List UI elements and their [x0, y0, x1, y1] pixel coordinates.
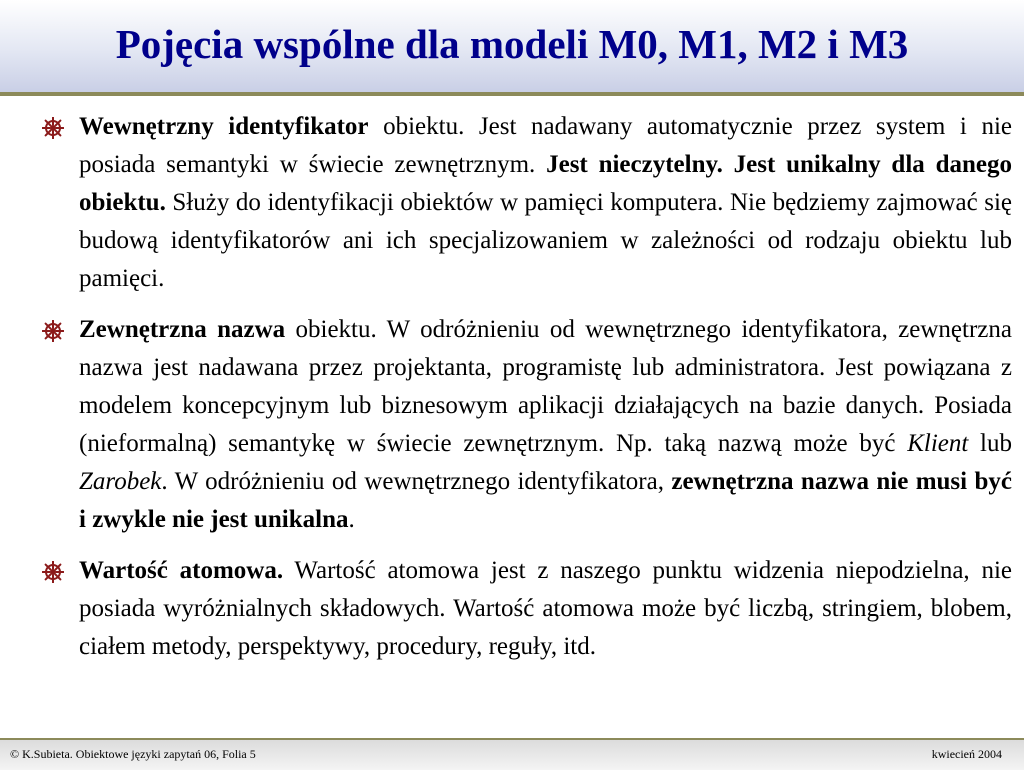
slide-title: Pojęcia wspólne dla modeli M0, M1, M2 i M3 — [115, 21, 909, 67]
bullet-text-run: . W odróżnieniu od wewnętrznego identyfikatora, — [161, 468, 672, 495]
ship-wheel-icon — [42, 117, 64, 139]
example-name: Zarobek — [79, 468, 162, 495]
footer — [0, 738, 1024, 770]
bullet-term: Zewnętrzna nazwa — [79, 316, 286, 343]
bullet-term: Wewnętrzny identyfikator — [79, 113, 369, 140]
bullet-text — [79, 113, 1012, 292]
title-divider — [0, 92, 1024, 96]
footer-copyright: © K.Subieta. Obiektowe języki zapytań 06, Folia 5 — [10, 747, 256, 761]
ship-wheel-icon — [42, 320, 64, 342]
title-bar — [0, 0, 1024, 92]
footer-date: kwiecień 2004 — [931, 747, 1002, 761]
bullet-external-name — [0, 311, 1024, 539]
slide-content — [0, 108, 1024, 679]
bullet-text-run: Wartość atomowa jest z naszego punktu widzenia niepodzielna, nie posiada wyróżnialnych składowych. Wartość atomowa może być liczbą, stringiem, blobem, ciałem metody, perspektywy, procedury, reguły, itd. — [79, 557, 1012, 660]
bullet-atomic-value — [0, 552, 1024, 666]
bullet-emphasis: zewnętrzna nazwa nie musi być i zwykle nie jest unikalna — [79, 468, 1012, 533]
bullet-text-run: . — [348, 506, 355, 533]
ship-wheel-icon — [42, 561, 64, 583]
bullet-text-run: lub — [968, 430, 1012, 457]
example-name: Klient — [907, 430, 969, 457]
bullet-term: Wartość atomowa. — [79, 557, 284, 584]
bullet-text — [79, 316, 1012, 533]
bullet-text-run: Służy do identyfikacji obiektów w pamięci komputera. Nie będziemy zajmować się budową identyfikatorów ani ich specjalizowaniem w zależności od rodzaju obiektu lub pamięci. — [79, 189, 1012, 292]
bullet-internal-identifier — [0, 108, 1024, 298]
bullet-text-run: obiektu. W odróżnieniu od wewnętrznego identyfikatora, zewnętrzna nazwa jest nadawana przez projektanta, programistę lub administratora. Jest powiązana z modelem koncepcyjnym lub biznesowym aplikacji działających na bazie danych. Posiada (nieformalną) semantykę w świecie zewnętrznym. Np. taką nazwą może być — [79, 316, 1012, 457]
bullet-text — [79, 557, 1012, 660]
bullet-text-run: obiektu. Jest nadawany automatycznie przez system i nie posiada semantyki w świecie zewnętrznym. — [79, 113, 1012, 178]
bullet-emphasis: Jest nieczytelny. Jest unikalny dla danego obiektu. — [79, 151, 1012, 216]
